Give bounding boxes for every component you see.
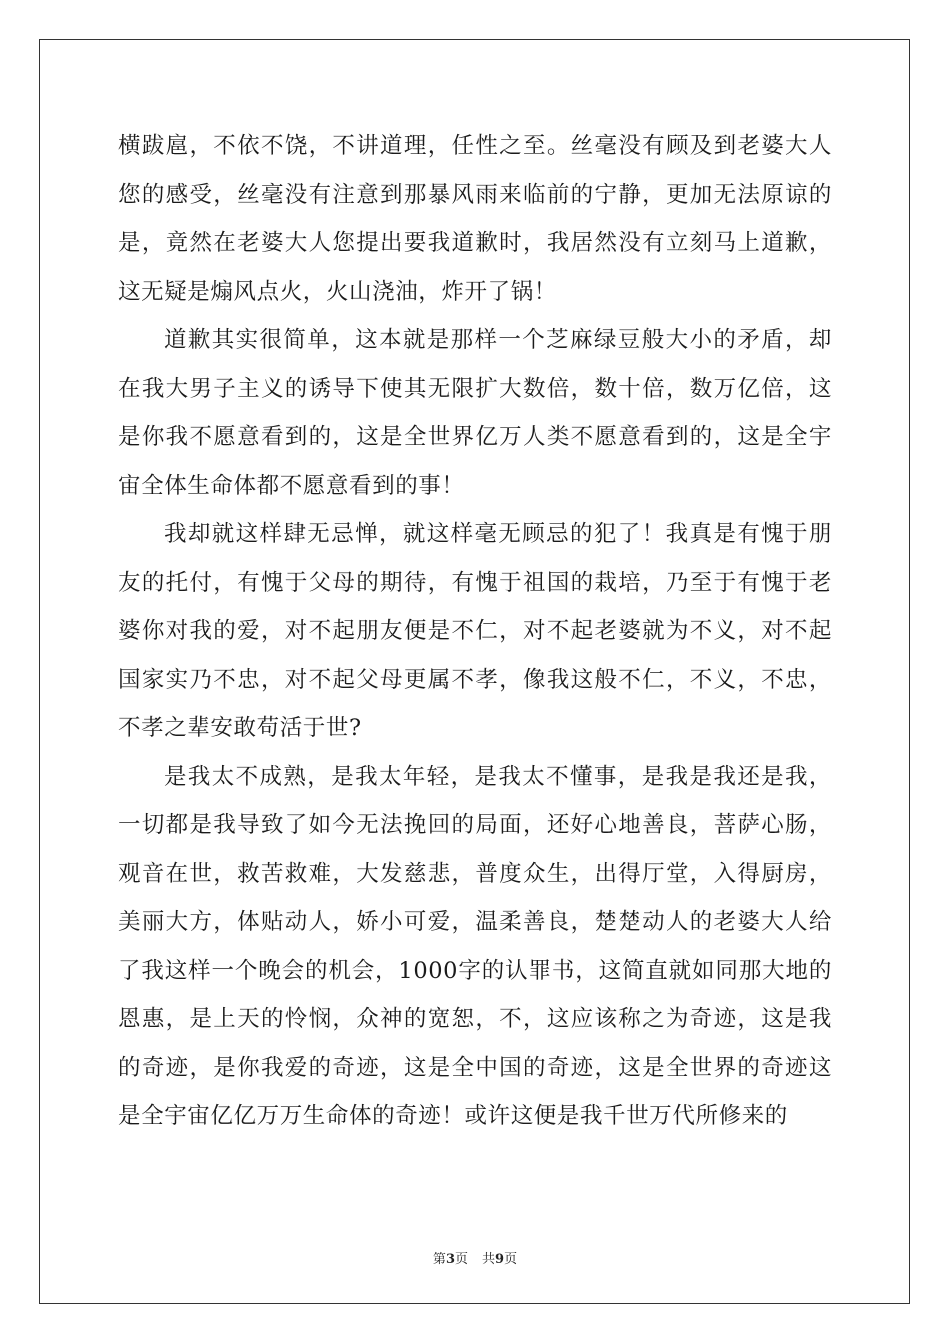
page-total — [482, 1252, 517, 1267]
document-body — [118, 122, 832, 1141]
paragraph-4: 是我太不成熟，是我太年轻，是我太不懂事，是我是我还是我，一切都是我导致了如今无法挽回的局面，还好心地善良，菩萨心肠，观音在世，救苦救难，大发慈悲，普度众生，出得厅堂，入得厨房，美丽大方，体贴动人，娇小可爱，温柔善良，楚楚动人的老婆大人给了我这样一个晚会的机会，1000字的认罪书，这简直就如同那大地的恩惠，是上天的怜悯，众神的宽恕，不，这应该称之为奇迹，这是我的奇迹，是你我爱的奇迹，这是全中国的奇迹，这是全世界的奇迹这是全宇宙亿亿万万生命体的奇迹！或许这便是我千世万代所修来的 — [118, 763, 832, 1129]
page-total-count: 9 — [495, 1252, 505, 1267]
page-current: 3 — [445, 1252, 455, 1267]
paragraph-1: 横跋扈，不依不饶，不讲道理，任性之至。丝毫没有顾及到老婆大人您的感受，丝毫没有注意到那暴风雨来临前的宁静，更加无法原谅的是，竟然在老婆大人您提出要我道歉时，我居然没有立刻马上道歉，这无疑是煽风点火，火山浇油，炸开了锅！ — [118, 133, 832, 305]
total-suffix: 页 — [504, 1252, 518, 1267]
paragraph-2: 道歉其实很简单，这本就是那样一个芝麻绿豆般大小的矛盾，却在我大男子主义的诱导下使其无限扩大数倍，数十倍，数万亿倍，这是你我不愿意看到的，这是全世界亿万人类不愿意看到的，这是全宇宙全体生命体都不愿意看到的事！ — [118, 327, 832, 499]
page-prefix: 第 — [432, 1252, 446, 1267]
total-prefix: 共 — [482, 1252, 496, 1267]
paragraph-3: 我却就这样肆无忌惮，就这样毫无顾忌的犯了！我真是有愧于朋友的托付，有愧于父母的期待，有愧于祖国的栽培，乃至于有愧于老婆你对我的爱，对不起朋友便是不仁，对不起老婆就为不义，对不起国家实乃不忠，对不起父母更属不孝，像我这般不仁，不义，不忠，不孝之辈安敢苟活于世? — [118, 521, 832, 741]
page-suffix: 页 — [454, 1252, 468, 1267]
page-number — [433, 1252, 468, 1267]
page-footer — [0, 1248, 950, 1267]
